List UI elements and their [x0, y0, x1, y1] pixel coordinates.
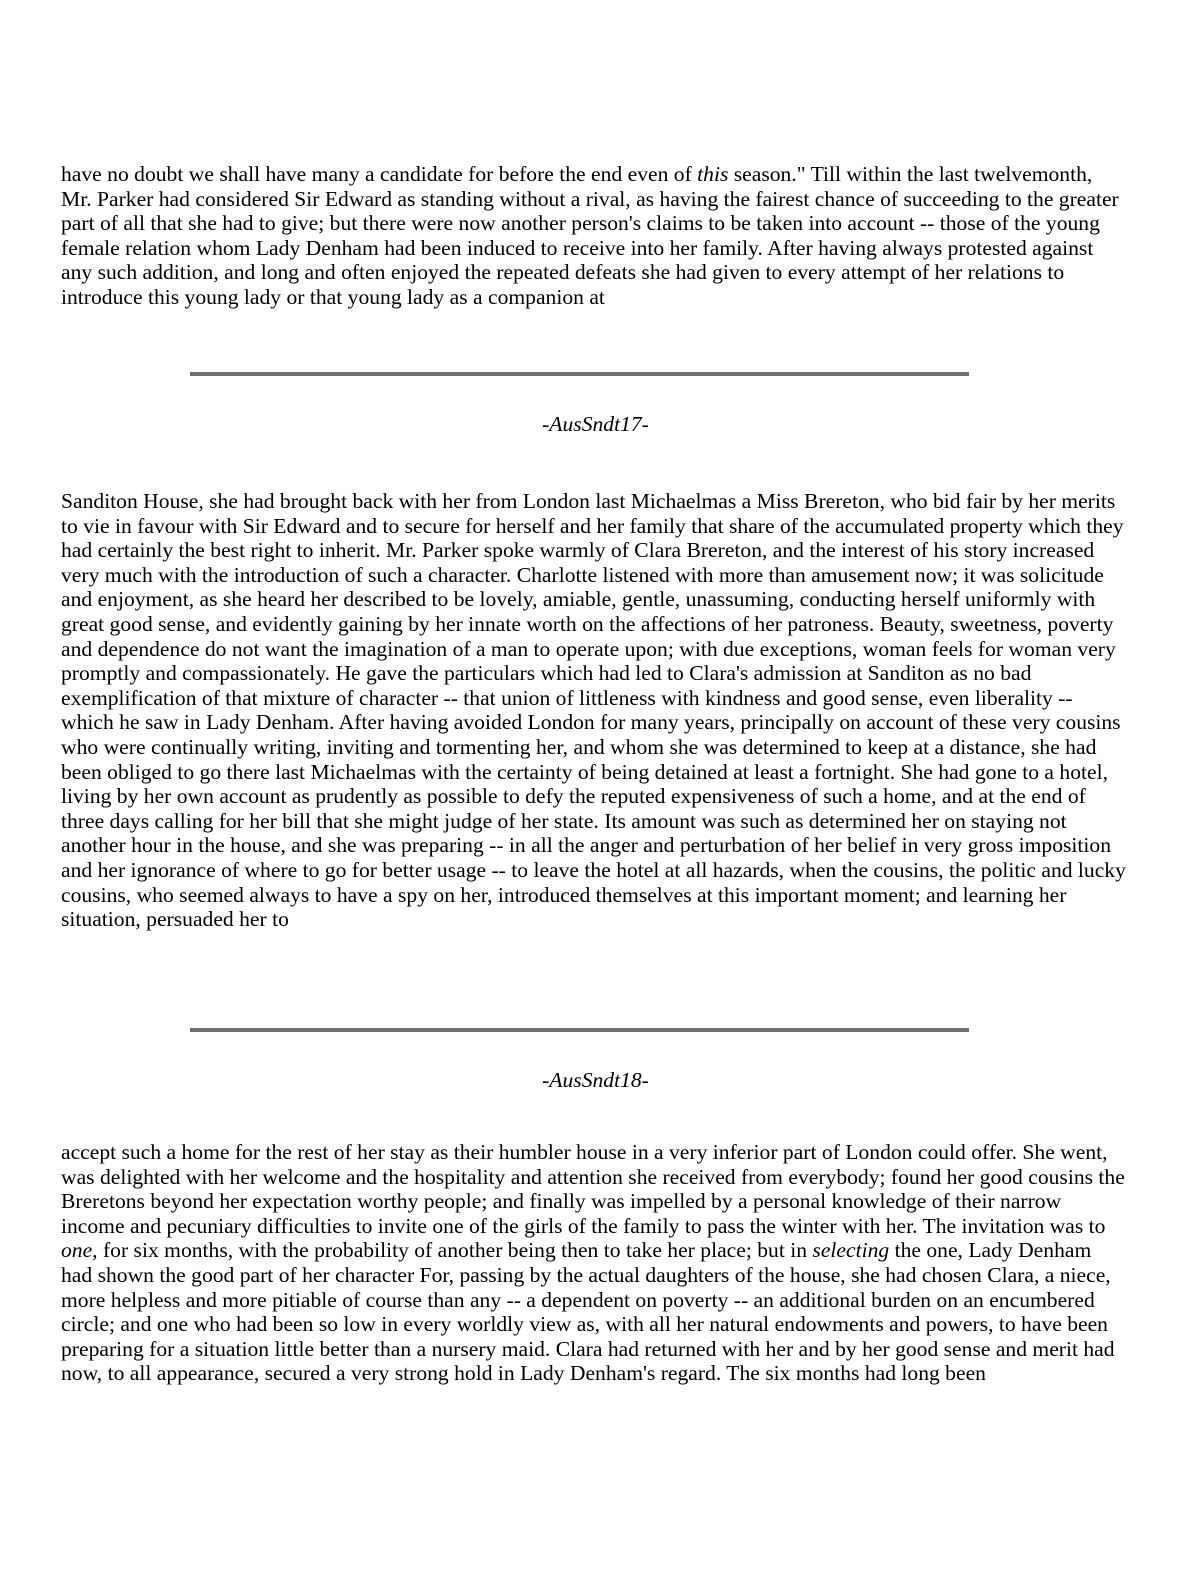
text-segment: season." Till within the last twelvemonth, Mr. Parker had considered Sir Edward as standing without a rival, as having the fairest chance of succeeding to the greater part of all that she had to give; but there were now another person's claims to be taken into account -- those of the young female relation whom Lady Denham had been induced to receive into her family. After having always protested against any such addition, and long and often enjoyed the repeated defeats she had given to every attempt of her relations to introduce this young lady or that young lady as a companion at — [61, 162, 1119, 309]
page-divider — [190, 372, 969, 376]
text-segment: have no doubt we shall have many a candidate for before the end even of — [61, 162, 698, 186]
paragraph — [61, 1140, 1126, 1386]
page-marker-text: -AusSndt18- — [542, 1068, 649, 1092]
italic-text: selecting — [812, 1238, 890, 1263]
text-segment: for six months, with the probability of another being then to take her place; but in — [97, 1238, 813, 1263]
page-divider — [190, 1028, 969, 1032]
paragraph — [61, 489, 1126, 932]
page-marker — [0, 412, 1191, 437]
text-segment: accept such a home for the rest of her stay as their humbler house in a very inferior part of London could offer. She went, was delighted with her welcome and the hospitality and attention she received from everybody; found her good cousins the Breretons beyond her expectation worthy people; and finally was impelled by a personal knowledge of their narrow income and pecuniary difficulties to invite one of the girls of the family to pass the winter with her. The invitation was to — [61, 1140, 1125, 1238]
page-marker — [0, 1068, 1191, 1093]
text-segment: the one, Lady Denham had shown the good part of her character For, passing by the actual daughters of the house, she had chosen Clara, a niece, more helpless and more pitiable of course than any -- a dependent on poverty -- an additional burden on an encumbered circle; and one who had been so low in every worldly view as, with all her natural endowments and powers, to have been preparing for a situation little better than a nursery maid. Clara had returned with her and by her good sense and merit had now, to all appearance, secured a very strong hold in Lady Denham's regard. The six months had long been — [61, 1238, 1115, 1386]
text-segment: Sanditon House, she had brought back with her from London last Michaelmas a Miss Brereton, who bid fair by her merits to vie in favour with Sir Edward and to secure for herself and her family that share of the accumulated property which they had certainly the best right to inherit. Mr. Parker spoke warmly of Clara Brereton, and the interest of his story increased very much with the introduction of such a character. Charlotte listened with more than amusement now; it was solicitude and enjoyment, as she heard her described to be lovely, amiable, gentle, unassuming, conducting herself uniformly with great good sense, and evidently gaining by her innate worth on the affections of her patroness. Beauty, sweetness, poverty and dependence do not want the imagination of a man to operate upon; with due exceptions, woman feels for woman very promptly and compassionately. He gave the particulars which had led to Clara's admission at Sanditon as no bad exemplification of that mixture of character -- that union of littleness with kindness and good sense, even liberality -- which he saw in Lady Denham. After having avoided London for many years, principally on account of these very cousins who were continually writing, inviting and tormenting her, and whom she was determined to keep at a distance, she had been obliged to go there last Michaelmas with the certainty of being detained at least a fortnight. She had gone to a hotel, living by her own account as prudently as possible to defy the reputed expensiveness of such a home, and at the end of three days calling for her bill that she might judge of her state. Its amount was such as determined her on staying not another hour in the house, and she was preparing -- in all the anger and perturbation of her belief in very gross imposition and her ignorance of where to go for better usage -- to leave the hotel at all hazards, when the cousins, the politic and lucky cousins, who seemed always to have a spy on her, introduced themselves at this important moment; and learning her situation, persuaded her to — [61, 489, 1126, 932]
italic-text: this — [697, 162, 729, 186]
paragraph — [61, 162, 1126, 310]
italic-text: one, — [61, 1238, 98, 1263]
page-marker-text: -AusSndt17- — [542, 412, 649, 436]
